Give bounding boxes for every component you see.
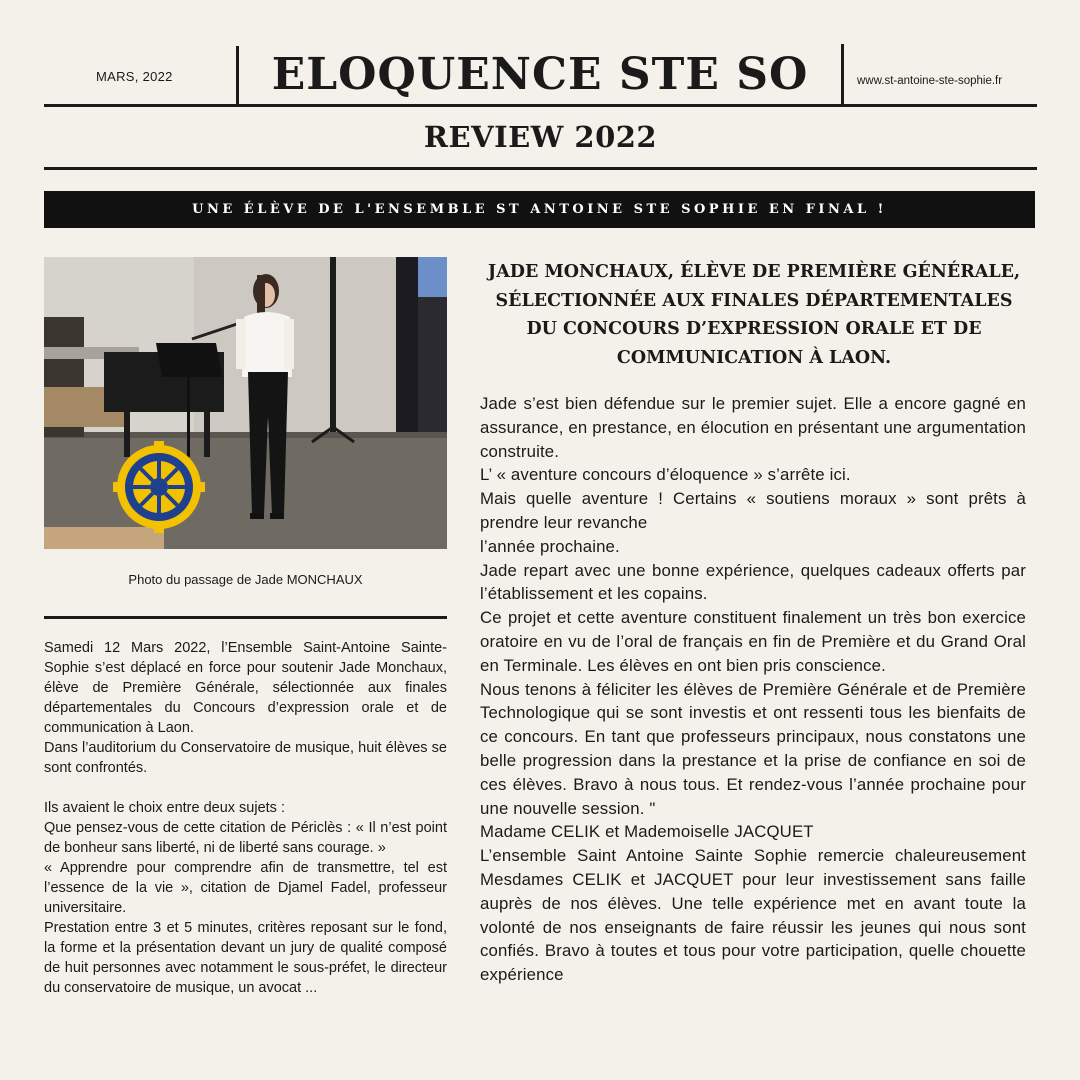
left-article-body — [44, 638, 447, 998]
event-photo — [44, 257, 447, 549]
right-article-body — [480, 392, 1026, 987]
issue-date: MARS, 2022 — [96, 69, 173, 84]
header-rule-top — [44, 104, 1037, 107]
left-paragraph: « Apprendre pour comprendre afin de transmettre, tel est l’essence de la vie », citation de Djamel Fadel, professeur universitaire. — [44, 860, 447, 916]
right-paragraph: Ce projet et cette aventure constituent finalement un très bon exercice oratoire en vu de l’oral de français en fin de Première et du Grand Oral en Terminale. Les élèves en ont bien pris conscience. — [480, 608, 1026, 675]
photo-caption: Photo du passage de Jade MONCHAUX — [128, 572, 363, 587]
left-paragraph: Dans l’auditorium du Conservatoire de musique, huit élèves se sont confrontés. — [44, 740, 447, 776]
event-photo-illustration — [44, 257, 447, 549]
article-headline: JADE MONCHAUX, ÉLÈVE DE PREMIÈRE GÉNÉRALE, SÉLECTIONNÉE AUX FINALES DÉPARTEMENTALES DU CONCOURS D’EXPRESSION ORALE ET DE COMMUNICATION À LAON. — [487, 262, 1021, 368]
right-paragraph: Nous tenons à féliciter les élèves de Première Générale et de Première Technologique qui se sont investis et ont ressenti tous les bienfaits de ce concours. En tant que professeurs principaux, nous constatons une belle progression dans la prestance et la prise de confiance en soi de ces élèves. Bravo à nous tous. Et rendez-vous l’année prochaine pour une nouvelle session. " — [480, 679, 1026, 818]
header-divider-left — [236, 46, 239, 106]
right-paragraph: L’ensemble Saint Antoine Sainte Sophie remercie chaleureusement Mesdames CELIK et JACQUET pour leur investissement sans faille auprès de nos élèves. Une telle expérience met en avant toute la volonté de nos enseignants de faire réussir les jeunes qui nous sont confiés. Bravo à toutes et tous pour votre participation, quelle chouette expérience — [480, 846, 1026, 985]
right-paragraph: Mais quelle aventure ! Certains « soutiens moraux » sont prêts à prendre leur revanche — [480, 489, 1026, 532]
newsletter-subtitle: REVIEW 2022 — [423, 120, 658, 154]
right-paragraph: L’ « aventure concours d’éloquence » s’arrête ici. — [480, 465, 851, 485]
right-paragraph: Jade s’est bien défendue sur le premier sujet. Elle a encore gagné en assurance, en prestance, en élocution en présentant une argumentation construite. — [480, 394, 1026, 461]
header-rule-bottom — [44, 167, 1037, 170]
header-divider-right — [841, 44, 844, 106]
left-paragraph: Prestation entre 3 et 5 minutes, critères reposant sur le fond, la forme et la présentation devant un jury de qualité composé de huit personnes avec notamment le sous-préfet, le directeur du conservatoire de musique, un avocat ... — [44, 920, 447, 996]
website-link[interactable]: www.st-antoine-ste-sophie.fr — [857, 75, 1003, 87]
right-paragraph: l’année prochaine. — [480, 536, 620, 556]
left-paragraph: Samedi 12 Mars 2022, l’Ensemble Saint-Antoine Sainte-Sophie s’est déplacé en force pour soutenir Jade Monchaux, élève de Première Générale, sélectionnée aux finales départementales du Concours d’expression orale et de communication à Laon. — [44, 640, 447, 736]
right-paragraph: Jade repart avec une bonne expérience, quelques cadeaux offerts par l’établissement et les copains. — [480, 560, 1026, 604]
newsletter-title: ELOQUENCE STE SO — [271, 49, 809, 100]
left-paragraph: Ils avaient le choix entre deux sujets : — [44, 800, 285, 816]
left-paragraph: Que pensez-vous de cette citation de Périclès : « Il n’est point de bonheur sans liberté, ni de liberté sans courage. » — [44, 820, 447, 856]
headline-banner: UNE ÉLÈVE DE L'ENSEMBLE ST ANTOINE STE SOPHIE EN FINAL ! — [44, 191, 1035, 228]
caption-rule — [44, 616, 447, 619]
signature-line: Madame CELIK et Mademoiselle JACQUET — [480, 822, 814, 842]
